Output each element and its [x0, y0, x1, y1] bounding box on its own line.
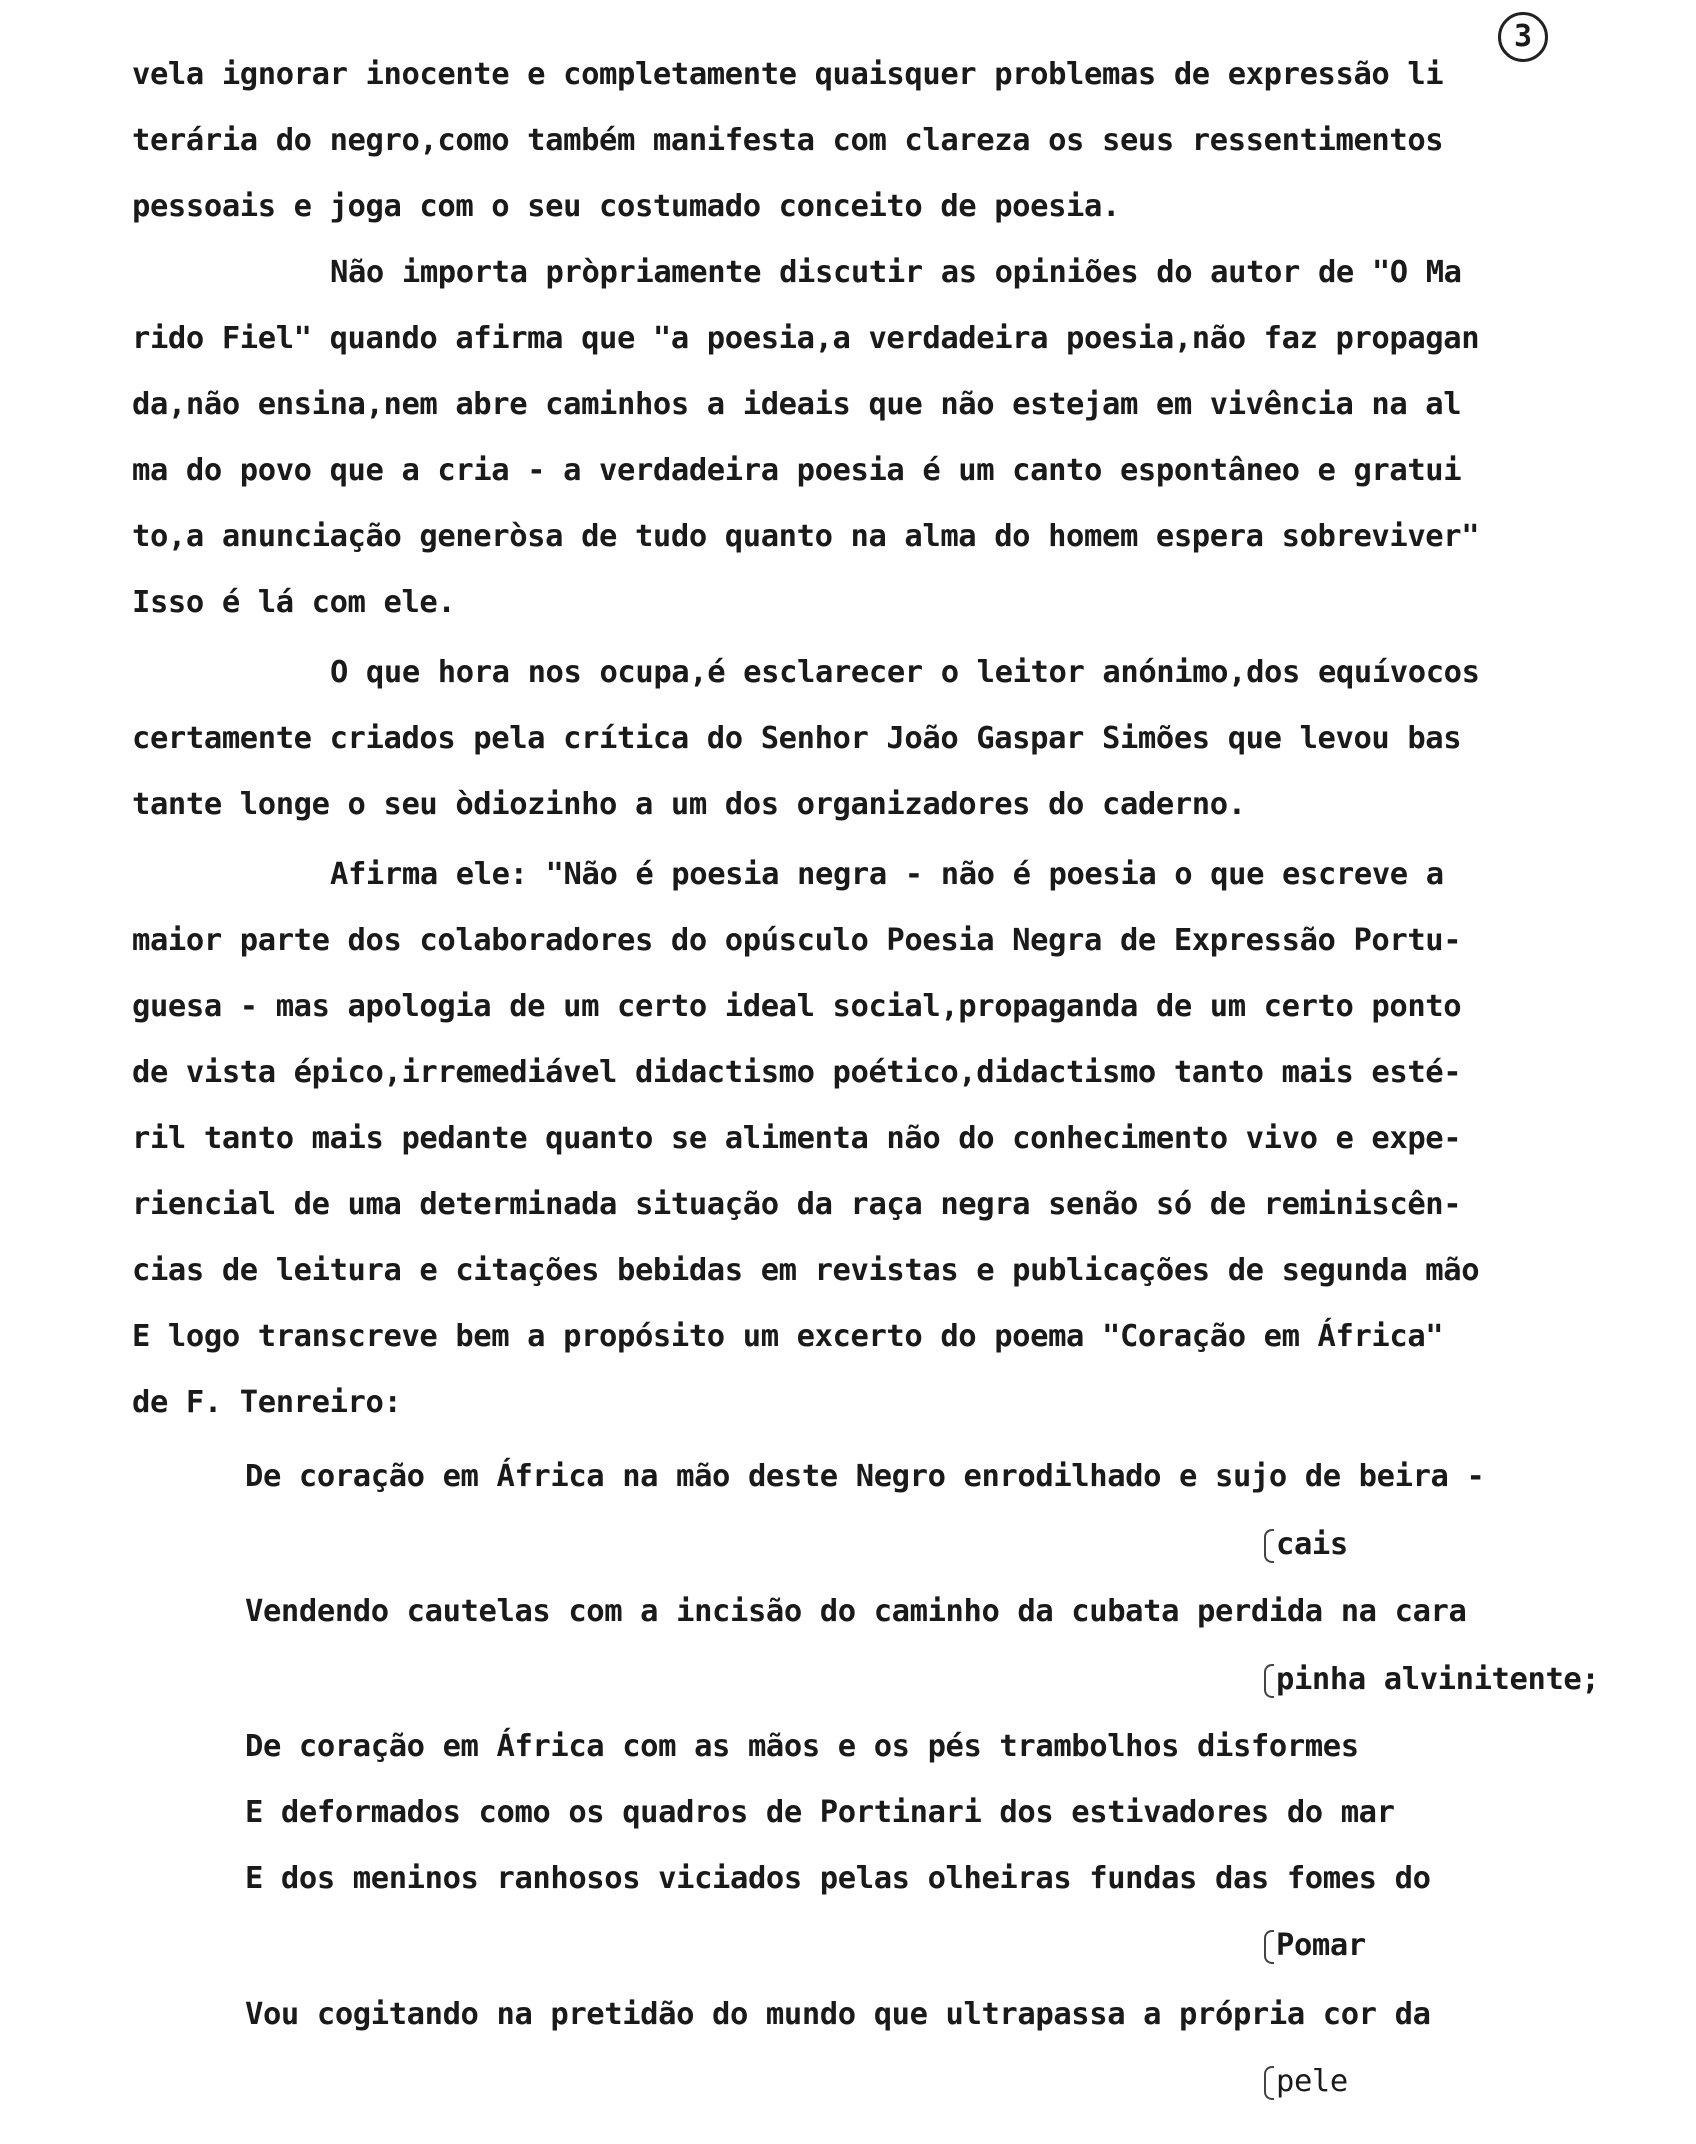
text-line: vela ignorar inocente e completamente quaisquer problemas de expressão li [132, 57, 1444, 92]
text-line: da,não ensina,nem abre caminhos a ideais que não estejam em vivência na al [132, 387, 1462, 422]
poem-line: E deformados como os quadros de Portinari dos estivadores do mar [245, 1795, 1395, 1830]
text-line: Afirma ele: "Não é poesia negra - não é poesia o que escreve a [330, 857, 1444, 892]
poem-line-continuation: Pomar [1264, 1926, 1366, 1966]
poem-line: De coração em África com as mãos e os pés trambolhos disformes [245, 1729, 1359, 1764]
poem-line: Vou cogitando na pretidão do mundo que ultrapassa a própria cor da [245, 1997, 1431, 2032]
text-line: tante longe o seu òdiozinho a um dos organizadores do caderno. [132, 787, 1246, 822]
text-line: de vista épico,irremediável didactismo poético,didactismo tanto mais esté- [132, 1055, 1462, 1090]
poem-line-continuation: pele [1264, 2062, 1348, 2102]
text-line: certamente criados pela crítica do Senhor João Gaspar Simões que levou bas [132, 721, 1462, 756]
poem-line: E dos meninos ranhosos viciados pelas olheiras fundas das fomes do [245, 1861, 1431, 1896]
text-line: maior parte dos colaboradores do opúsculo Poesia Negra de Expressão Portu- [132, 923, 1462, 958]
text-line: terária do negro,como também manifesta com clareza os seus ressentimentos [132, 123, 1444, 158]
text-line: ril tanto mais pedante quanto se alimenta não do conhecimento vivo e expe- [132, 1121, 1462, 1156]
poem-line-continuation: pinha alvinitente; [1264, 1660, 1599, 1700]
text-line: rido Fiel" quando afirma que "a poesia,a verdadeira poesia,não faz propagan [132, 321, 1480, 356]
text-line: to,a anunciação generòsa de tudo quanto na alma do homem espera sobreviver" [132, 519, 1480, 554]
text-line: guesa - mas apologia de um certo ideal social,propaganda de um certo ponto [132, 989, 1462, 1024]
text-line: O que hora nos ocupa,é esclarecer o leitor anónimo,dos equívocos [330, 655, 1480, 690]
text-line: cias de leitura e citações bebidas em revistas e publicações de segunda mão [132, 1253, 1480, 1288]
text-line: Isso é lá com ele. [132, 585, 456, 620]
text-line: riencial de uma determinada situação da raça negra senão só de reminiscên- [132, 1187, 1462, 1222]
text-line: ma do povo que a cria - a verdadeira poesia é um canto espontâneo e gratui [132, 453, 1462, 488]
poem-line: De coração em África na mão deste Negro enrodilhado e sujo de beira - [245, 1459, 1485, 1494]
text-line: de F. Tenreiro: [132, 1385, 402, 1420]
text-line: Não importa pròpriamente discutir as opiniões do autor de "O Ma [330, 255, 1462, 290]
text-line: E logo transcreve bem a propósito um excerto do poema "Coração em África" [132, 1319, 1444, 1354]
poem-line-continuation: cais [1264, 1525, 1348, 1565]
page-number: 3 [1498, 12, 1548, 62]
poem-line: Vendendo cautelas com a incisão do caminho da cubata perdida na cara [245, 1594, 1467, 1629]
text-line: pessoais e joga com o seu costumado conceito de poesia. [132, 189, 1120, 224]
